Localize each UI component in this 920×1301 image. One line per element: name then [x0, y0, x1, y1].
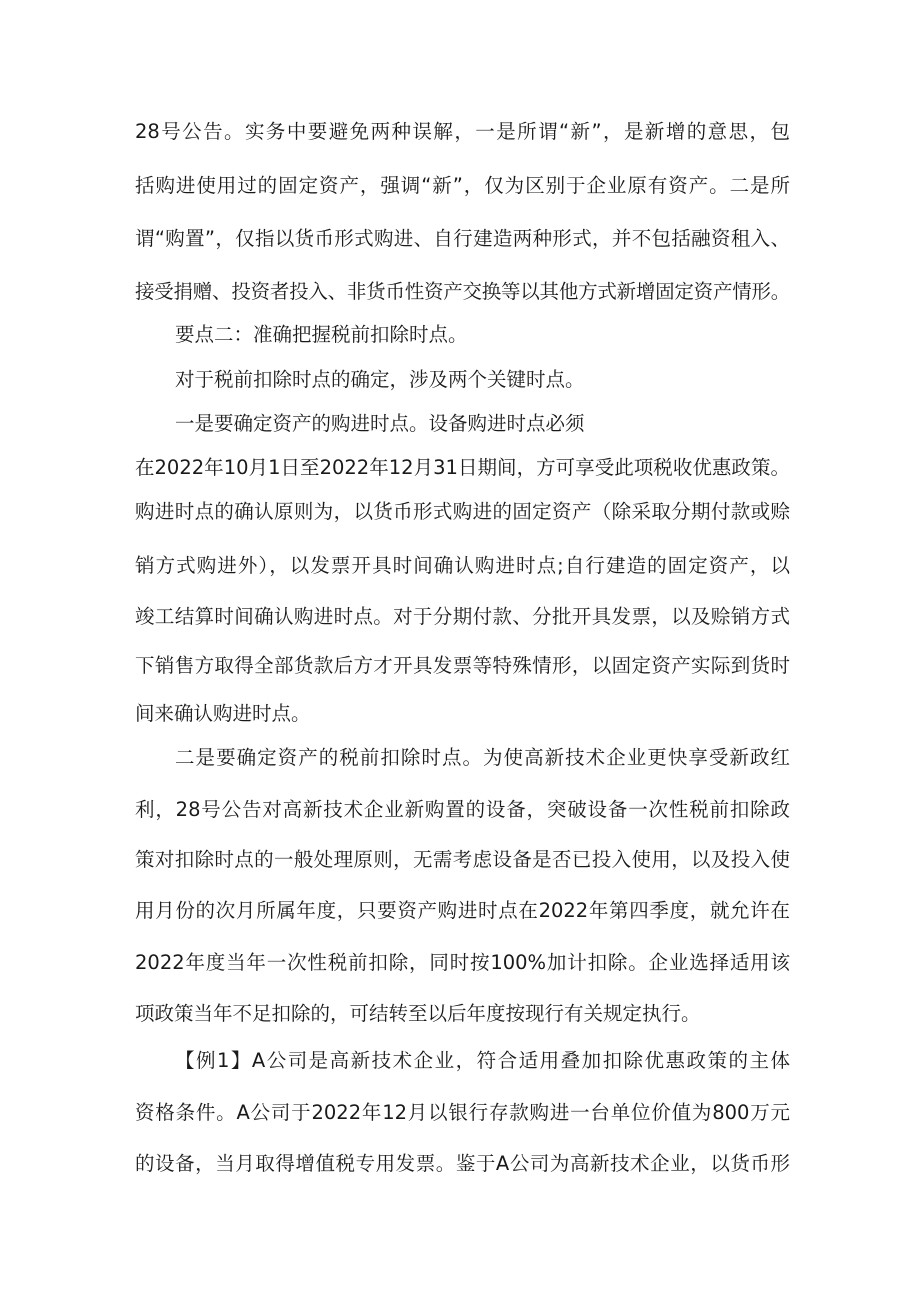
paragraph-line: 括购进使用过的固定资产，强调“新”，仅为区别于企业原有资产。二是所 [135, 174, 790, 197]
paragraph-line: 28号公告。实务中要避免两种误解，一是所谓“新”，是新增的意思，包 [135, 120, 790, 143]
paragraph-line: 在2022年10月1日至2022年12月31日期间，方可享受此项税收优惠政策。 [135, 456, 790, 479]
paragraph-line: 销方式购进外），以发票开具时间确认购进时点;自行建造的固定资产，以 [135, 554, 790, 577]
paragraph-line: 的设备，当月取得增值税专用发票。鉴于A公司为高新技术企业，以货币形 [135, 1152, 790, 1175]
paragraph-line: 对于税前扣除时点的确定，涉及两个关键时点。 [175, 368, 585, 391]
paragraph-line: 购进时点的确认原则为，以货币形式购进的固定资产（除采取分期付款或赊 [135, 500, 790, 523]
paragraph-line: 项政策当年不足扣除的，可结转至以后年度按现行有关规定执行。 [135, 1002, 701, 1025]
paragraph-line: 一是要确定资产的购进时点。设备购进时点必须 [175, 412, 585, 435]
paragraph-line: 2022年度当年一次性税前扣除，同时按100%加计扣除。企业选择适用该 [135, 951, 790, 974]
paragraph-line: 谓“购置”，仅指以货币形式购进、自行建造两种形式，并不包括融资租入、 [135, 227, 790, 250]
paragraph-line: 二是要确定资产的税前扣除时点。为使高新技术企业更快享受新政红 [175, 746, 790, 769]
paragraph-line: 资格条件。A公司于2022年12月以银行存款购进一台单位价值为800万元 [135, 1101, 790, 1124]
paragraph-line: 竣工结算时间确认购进时点。对于分期付款、分批开具发票，以及赊销方式 [135, 605, 790, 628]
paragraph-line: 策对扣除时点的一般处理原则，无需考虑设备是否已投入使用，以及投入使 [135, 848, 790, 871]
section-heading: 要点二：准确把握税前扣除时点。 [175, 323, 468, 346]
paragraph-line: 接受捐赠、投资者投入、非货币性资产交换等以其他方式新增固定资产情形。 [135, 280, 790, 303]
paragraph-line: 利，28号公告对高新技术企业新购置的设备，突破设备一次性税前扣除政 [135, 798, 790, 821]
paragraph-line: 下销售方取得全部货款后方才开具发票等特殊情形，以固定资产实际到货时 [135, 654, 790, 677]
example-paragraph-line: 【例1】A公司是高新技术企业，符合适用叠加扣除优惠政策的主体 [175, 1049, 790, 1072]
paragraph-line: 间来确认购进时点。 [135, 702, 311, 725]
paragraph-line: 用月份的次月所属年度，只要资产购进时点在2022年第四季度，就允许在 [135, 899, 790, 922]
